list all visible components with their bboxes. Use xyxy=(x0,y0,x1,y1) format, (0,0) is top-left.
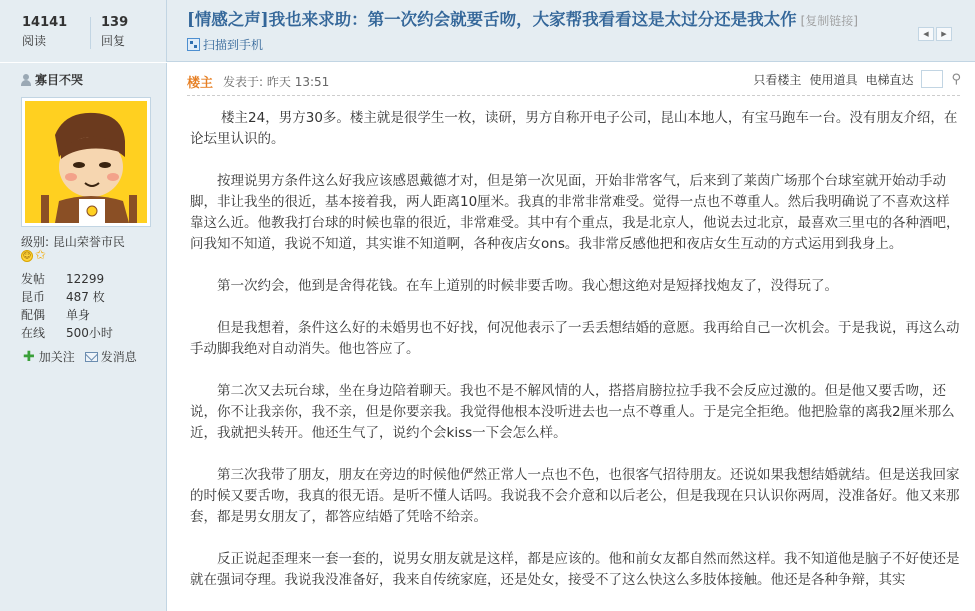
user-info xyxy=(21,270,113,342)
info-key: 配偶 xyxy=(21,308,46,322)
views-stat xyxy=(22,14,92,50)
level-label: 级别: xyxy=(21,235,50,249)
only-op-link[interactable]: 只看楼主 xyxy=(753,72,802,87)
replies-stat xyxy=(101,14,171,50)
info-value: 12299 xyxy=(66,272,105,286)
info-row-online xyxy=(21,324,113,342)
info-row-coins xyxy=(21,288,113,306)
plus-icon: ✚ xyxy=(23,348,35,365)
scan-label[interactable]: 扫描到手机 xyxy=(203,37,264,52)
scan-to-phone[interactable] xyxy=(187,36,907,52)
info-key: 在线 xyxy=(21,326,46,340)
thread-title-text: [情感之声]我也来求助：第一次约会就要舌吻，大家帮我看看这是太过分还是我太作 xyxy=(187,10,797,29)
message-label[interactable]: 发消息 xyxy=(100,350,137,364)
replies-label: 回复 xyxy=(101,34,126,48)
views-count: 14141 xyxy=(22,15,68,30)
info-value: 500小时 xyxy=(66,326,113,340)
copy-link[interactable]: [复制链接] xyxy=(800,14,858,28)
qr-code-icon xyxy=(187,38,200,51)
use-item-link[interactable]: 使用道具 xyxy=(809,72,858,87)
post-paragraph: 但是我想着，条件这么好的未婚男也不好找，何况他表示了一丢丢想结婚的意愿。我再给自己一次机会。于是我说，再这么动手动脚我绝对自动消失。他也答应了。 xyxy=(190,320,960,357)
floor-jump-input[interactable] xyxy=(921,70,943,88)
send-message-button[interactable] xyxy=(85,348,137,365)
user-badges xyxy=(21,250,46,262)
info-row-spouse xyxy=(21,306,113,324)
title-area xyxy=(187,9,907,52)
post-paragraph: 按理说男方条件这么好我应该感恩戴德才对，但是第一次见面，开始非常客气，后来到了莱茵广场那个台球室就开始动手动脚，非让我坐的很近，基本接着我，两人距离10厘米。我真的非常非常难受。觉得一点也不尊重人。然后我明确说了不喜欢这样靠这么近。他教我打台球的时候也靠的很近，非常难受。其中有个重点，我是北京人，他说去过北京，最喜欢三里屯的各种酒吧，问我知不知道，我说不知道，其实谁不知道啊，各种夜店女ons。我非常反感他把和夜店女生互动的方式运用到我身上。 xyxy=(190,173,960,252)
follow-button[interactable] xyxy=(23,348,75,365)
user-icon xyxy=(21,74,31,86)
views-label: 阅读 xyxy=(22,34,47,48)
prev-thread-button[interactable]: ◀ xyxy=(918,27,934,41)
info-key: 发帖 xyxy=(21,272,46,286)
cartoon-avatar-icon xyxy=(25,101,147,223)
info-value: 单身 xyxy=(66,308,91,322)
stats-divider xyxy=(90,17,91,49)
avatar[interactable] xyxy=(21,97,151,227)
wrench-icon[interactable]: ⚲ xyxy=(951,71,961,87)
post-paragraph: 第三次我带了朋友，朋友在旁边的时候他俨然正常人一点也不色，也很客气招待朋友。还说如果我想结婚就结。但是送我回家的时候又要舌吻，我真的很无语。是听不懂人话吗。我说我不会介意和以后老公，但是我现在只认识你两周，没准备好。他又来那套，都是男女朋友了，都答应结婚了凭啥不给亲。 xyxy=(190,467,960,525)
meta-divider xyxy=(187,95,960,96)
replies-count: 139 xyxy=(101,15,129,30)
smile-badge-icon: ☺ xyxy=(22,251,32,260)
next-thread-button[interactable]: ▶ xyxy=(936,27,952,41)
level-value[interactable]: 昆山荣誉市民 xyxy=(52,235,125,249)
author-name-row[interactable] xyxy=(21,71,83,88)
user-actions xyxy=(23,348,137,365)
post-paragraph: 楼主24，男方30多。楼主就是很学生一枚，读研，男方自称开电子公司，昆山本地人，有宝马跑车一台。没有朋友介绍，在论坛里认识的。 xyxy=(190,110,958,147)
posted-at: 发表于: 昨天 13:51 xyxy=(223,74,330,89)
post-body xyxy=(190,108,962,611)
author-sidebar xyxy=(0,63,167,611)
author-name[interactable]: 寡目不哭 xyxy=(35,73,84,87)
elevator-label: 电梯直达 xyxy=(865,72,914,87)
mail-icon xyxy=(85,352,98,362)
thread-title xyxy=(187,9,907,32)
thread-header xyxy=(0,0,975,62)
star-badge-icon: ✩ xyxy=(35,248,46,263)
post-paragraph: 第一次约会，他到是舍得花钱。在车上道别的时候非要舌吻。我心想这绝对是短择找炮友了，没得玩了。 xyxy=(217,278,838,294)
info-row-posts xyxy=(21,270,113,288)
post-meta xyxy=(187,70,967,92)
thread-stats xyxy=(0,0,167,62)
thread-pager xyxy=(918,27,952,41)
info-value: 487 枚 xyxy=(66,290,105,304)
follow-label[interactable]: 加关注 xyxy=(38,350,75,364)
op-tag: 楼主 xyxy=(187,75,214,91)
post-paragraph: 反正说起歪理来一套一套的，说男女朋友就是这样，都是应该的。他和前女友都自然而然这样。我不知道他是脑子不好使还是就在强词夺理。我说我没准备好，我来自传统家庭，还是处女，接受不了这么快这么多肢体接触。他还是各种争辩，其实 xyxy=(190,551,960,588)
avatar-image xyxy=(25,101,147,223)
info-key: 昆币 xyxy=(21,290,46,304)
post-paragraph: 第二次又去玩台球，坐在身边陪着聊天。我也不是不解风情的人，搭搭肩膀拉拉手我不会反应过激的。但是他又要舌吻，还说，你不让我亲你，我不亲，但是你要亲我。我觉得他根本没听进去也一点不尊重人。于是完全拒绝。他把脸靠的离我2厘米那么近，我就把头转开。他还生气了，说约个会kiss一下会怎么样。 xyxy=(190,383,955,441)
post-tools xyxy=(753,70,961,88)
